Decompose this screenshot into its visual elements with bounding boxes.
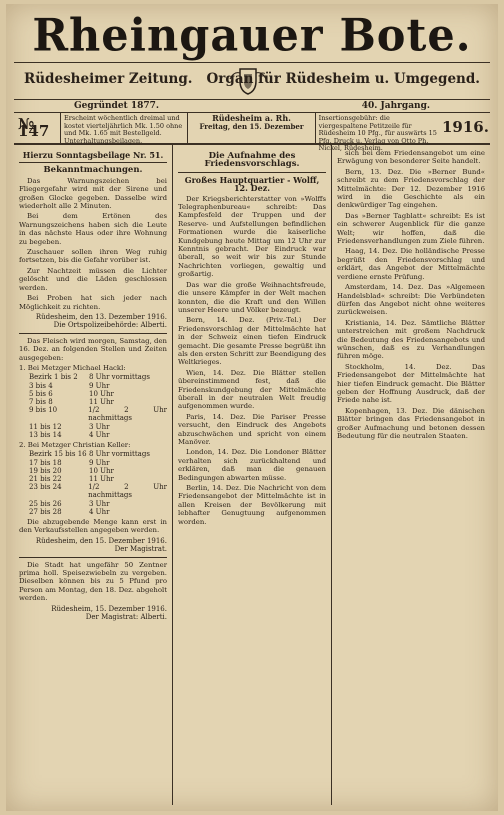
ads-info: Insertionsgebühr: die viergespaltene Petitzeile für Rüdesheim 10 Pfg., für auswärts 15 Pfg. Druck u. Verlag von Otto Ph. Nickel, Rüdesheim.	[315, 113, 442, 143]
founded-text: Gegründet 1877.	[74, 101, 160, 111]
place-text: Rüdesheim a. Rh.	[212, 113, 291, 123]
article-heading: Die Aufnahme des Friedensvorschlags.	[204, 151, 300, 170]
signature: Rüdesheim, 15. Dezember 1916.	[51, 604, 167, 613]
column-3	[331, 145, 490, 805]
signature: Der Magistrat.	[114, 545, 167, 554]
column-1	[14, 145, 172, 805]
table-row: 25 bis 26 3 Uhr	[29, 499, 110, 508]
place-date	[187, 113, 314, 143]
info-row	[14, 113, 490, 152]
volume-text: 40. Jahrgang.	[361, 101, 430, 111]
table-row: 5 bis 6 10 Uhr	[29, 389, 114, 398]
article-columns	[14, 145, 490, 805]
table-row: 13 bis 14 4 Uhr	[29, 430, 110, 439]
table-row: 9 bis 10 1/2 2 Uhr nachmittags	[29, 406, 167, 423]
signature: Die Ortspolizeibehörde: Alberti.	[53, 321, 167, 330]
table-row: 11 bis 12 3 Uhr	[29, 422, 110, 431]
issue-number: № 147	[18, 114, 50, 140]
subtitle-left: Rüdesheimer Zeitung.	[24, 71, 193, 87]
divider	[19, 333, 167, 334]
paragraph: Berlin, 14. Dez. Die Nachricht von dem Friedensangebot der Mittelmächte ist in allen Kreisen der Bevölkerung mit lebhafter Genugtuung aufgenommen worden.	[178, 484, 326, 526]
column-2	[172, 145, 331, 805]
paragraph: Das Warnungszeichen bei Fliegergefahr wird mit der Sirene und großen Glocke gegeben. Dasselbe wird wiederholt alle 2 Minuten.	[19, 176, 167, 211]
paragraph: Stockholm, 14. Dez. Das Friedensangebot der Mittelmächte hat hier tiefen Eindruck gemacht. Die Blätter geben der Hoffnung Ausdruck, daß der Friede nahe ist.	[337, 362, 485, 405]
appearance-info: Erscheint wöchentlich dreimal und kostet vierteljährlich Mk. 1.50 ohne und Mk. 1.65 mit Bestellgeld. Unterhaltungsbeilagen.	[60, 113, 187, 143]
table-row: Bezirk 1 bis 2 8 Uhr vormittags	[29, 373, 150, 382]
schedule-table-2	[29, 450, 167, 516]
table-row: 3 bis 4 9 Uhr	[29, 381, 110, 390]
divider	[19, 557, 167, 558]
paragraph: Kopenhagen, 13. Dez. Die dänischen Blätter bringen das Friedensangebot in großer Aufmachung und betonen dessen Bedeutung für die neutralen Staaten.	[337, 406, 485, 440]
paragraph: Bern, 14. Dez. (Priv.-Tel.) Der Friedensvorschlag der Mittelmächte hat in der Schweiz einen tiefen Eindruck gemacht. Die gesamte Presse begrüßt ihn als den ersten Schritt zur Beendigung des Weltkrieges.	[178, 316, 326, 367]
paragraph: Zur Nachtzeit müssen die Lichter gelöscht und die Läden geschlossen werden.	[19, 266, 167, 292]
paragraph: Das Fleisch wird morgen, Samstag, den 16. Dez. an folgenden Stellen und Zeiten ausgegeben:	[19, 336, 167, 362]
article-subheading: Großes Hauptquartier - Wolff, 12. Dez.	[184, 174, 320, 194]
table-row: 23 bis 24 1/2 2 Uhr nachmittags	[29, 483, 167, 500]
signature: Rüdesheim, den 15. Dezember 1916.	[35, 536, 167, 545]
supplement-note: Hierzu Sonntagsbeilage Nr. 51.	[22, 150, 164, 160]
subhead	[14, 62, 490, 99]
founded-row	[14, 99, 490, 113]
table-row: Bezirk 15 bis 16 8 Uhr vormittags	[29, 450, 150, 459]
signature: Rüdesheim, den 13. Dezember 1916.	[35, 312, 167, 321]
newspaper-page	[6, 4, 498, 811]
paragraph: Das war die große Weihnachtsfreude, die unsere Kämpfer in der Welt machen konnten, die die Kraft und den Willen unserer Heere und Völker bezeugt.	[178, 280, 326, 314]
paragraph: Kristiania, 14. Dez. Sämtliche Blätter unterstreichen mit großem Nachdruck die Bedeutung des Friedensangebots und wünschen, daß es zu Verhandlungen führen möge.	[337, 318, 485, 361]
paragraph: Das »Berner Tagblatt« schreibt: Es ist ein schwerer Augenblick für die ganze Welt; wir hoffen, daß die Friedensverhandlungen zum Ziele führen.	[337, 211, 485, 246]
paragraph: sich bei dem Friedensangebot um eine Erwägung von besonderer Seite handelt.	[337, 149, 485, 166]
paragraph: Amsterdam, 14. Dez. Das »Algemeen Handelsblad« schreibt: Die Verbündeten dürfen das Angebot nicht ohne weiteres zurückweisen.	[337, 283, 485, 317]
table-row: 27 bis 28 4 Uhr	[29, 507, 110, 516]
table-row: 17 bis 18 9 Uhr	[29, 458, 110, 467]
schedule-table-1	[29, 373, 167, 439]
paragraph: Die abzugebende Menge kann erst in den Verkaufsstellen angegeben werden.	[19, 518, 167, 535]
paragraph: Die Stadt hat ungefähr 50 Zentner prima holl. Speisezwiebeln zu vergeben. Dieselben können bis zu 5 Pfund pro Person am Montag, den 18. Dez. abgeholt werden.	[19, 560, 167, 603]
table-row: 7 bis 8 11 Uhr	[29, 397, 114, 406]
announcements-heading: Bekanntmachungen.	[43, 165, 143, 176]
date-text: Freitag, den 15. Dezember	[199, 121, 304, 131]
butcher-heading: 1. Bei Metzger Michael Hackl:	[19, 363, 126, 372]
paragraph: Bern, 13. Dez. Die »Berner Bund« schreibt zu dem Friedensvorschlag der Mittelmächte: Der 12. Dezember 1916 wird in die Geschichte als ein denkwürdiger Tag eingehen.	[337, 167, 485, 210]
subtitle-right: Organ für Rüdesheim u. Umgegend.	[206, 71, 480, 87]
paragraph: Zuschauer sollen ihren Weg ruhig fortsetzen, bis die Gefahr vorüber ist.	[19, 248, 167, 265]
masthead-title: Rheingauer Bote.	[32, 9, 472, 63]
paragraph: Haag, 14. Dez. Die holländische Presse begrüßt den Friedensvorschlag und erklärt, das Angebot der Mittelmächte verdiene ernste Prüfung.	[337, 247, 485, 281]
divider	[19, 162, 167, 163]
paragraph: Paris, 14. Dez. Die Pariser Presse versucht, den Eindruck des Angebots abzuschwächen und spricht von einem Manöver.	[178, 412, 326, 446]
divider	[178, 172, 326, 173]
paragraph: Bei Proben hat sich jeder nach Möglichkeit zu richten.	[19, 294, 167, 311]
paragraph: London, 14. Dez. Die Londoner Blätter verhalten sich zurückhaltend und erklären, daß man die genauen Bedingungen abwarten müsse.	[178, 448, 326, 482]
signature: Der Magistrat: Alberti.	[85, 613, 167, 622]
paragraph: Bei dem Ertönen des Warnungszeichens haben sich die Leute in das nächste Haus oder ihre Wohnung zu begeben.	[19, 212, 167, 246]
table-row: 21 bis 22 11 Uhr	[29, 474, 114, 483]
issue-year: 1916.	[441, 118, 489, 137]
butcher-heading: 2. Bei Metzger Christian Keller:	[19, 440, 131, 449]
paragraph: Der Kriegsberichterstatter von »Wolffs Telegraphenbureau« schreibt: Das Kampfesfeld der Truppen und der Reserve- und Aufstellungen befindlichen Formationen wurde die kaiserliche Kundgebung heute Mittag um 12 Uhr zur Kenntnis gebracht. Der Eindruck war überall, so weit wir bis zur Stunde Nachrichten vorliegen, gewaltig und großartig.	[178, 194, 326, 279]
table-row: 19 bis 20 10 Uhr	[29, 466, 114, 475]
paragraph: Wien, 14. Dez. Die Blätter stellen übereinstimmend fest, daß die Friedenskundgebung der Mittelmächte überall in der neutralen Welt freudig aufgenommen wurde.	[178, 368, 326, 411]
